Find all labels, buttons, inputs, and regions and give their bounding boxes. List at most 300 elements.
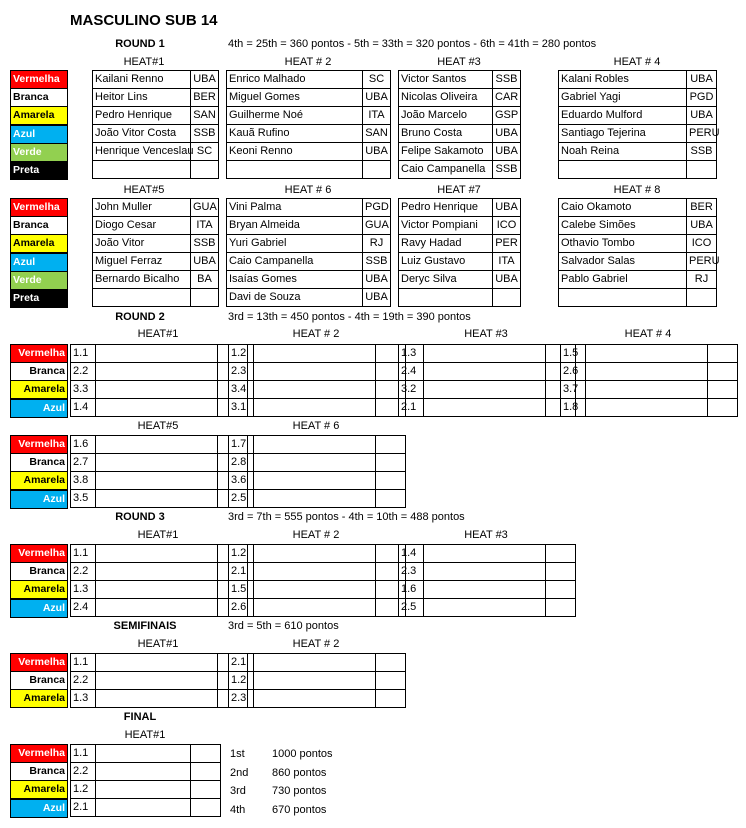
round1-top-color-verde: Verde: [10, 143, 68, 162]
semis-heat-table: [228, 653, 406, 708]
round1-bottom-color-vermelha: Vermelha: [10, 198, 68, 217]
table-row: [559, 125, 717, 143]
table-row: [559, 107, 717, 125]
table-row: [227, 289, 391, 307]
surfer-name: Diogo Cesar: [93, 217, 191, 235]
score-cell: [191, 763, 221, 781]
table-row: [71, 763, 221, 781]
seed-cell: 2.2: [71, 672, 96, 690]
surfer-team: RJ: [363, 235, 391, 253]
surfer-name: Pedro Henrique: [93, 107, 191, 125]
table-row: [93, 235, 219, 253]
seed-cell: 2.1: [229, 654, 254, 672]
round2-top-color-branca: Branca: [10, 362, 68, 381]
table-row: [229, 363, 406, 381]
round2-bottom-color-azul: Azul: [10, 490, 68, 509]
seed-cell: 3.6: [229, 472, 254, 490]
table-row: [229, 399, 406, 417]
round1-heat-label: HEAT # 4: [613, 56, 661, 68]
round2-top-color-vermelha: Vermelha: [10, 344, 68, 363]
table-row: [227, 217, 391, 235]
round3-heat-table: [228, 544, 406, 617]
score-cell: [708, 363, 738, 381]
round1-heat-table: [398, 70, 521, 179]
round3-title: ROUND 3: [115, 511, 165, 523]
table-row: [399, 271, 521, 289]
table-row: [93, 143, 219, 161]
surfer-name: Deryc Silva: [399, 271, 493, 289]
score-cell: [708, 345, 738, 363]
table-row: [399, 125, 521, 143]
surfer-name: Bruno Costa: [399, 125, 493, 143]
table-row: [399, 581, 576, 599]
surfer-cell: [96, 599, 218, 617]
surfer-name: Kailani Renno: [93, 71, 191, 89]
round3-heat-table: [398, 544, 576, 617]
surfer-name: Kauã Rufino: [227, 125, 363, 143]
surfer-name: Heitor Lins: [93, 89, 191, 107]
surfer-team: UBA: [493, 143, 521, 161]
surfer-team: SSB: [493, 71, 521, 89]
surfer-cell: [254, 563, 376, 581]
surfer-cell: [96, 399, 218, 417]
round1-heat-table: [558, 70, 720, 179]
final-heat-label: HEAT#1: [124, 729, 166, 741]
table-row: [561, 399, 738, 417]
table-row: [71, 563, 248, 581]
semis-heat-label: HEAT#1: [137, 638, 179, 650]
seed-cell: 2.2: [71, 763, 96, 781]
table-row: [227, 253, 391, 271]
table-row: [399, 217, 521, 235]
surfer-cell: [254, 381, 376, 399]
table-row: [93, 125, 219, 143]
table-row: [229, 581, 406, 599]
surfer-cell: [254, 672, 376, 690]
surfer-cell: [96, 381, 218, 399]
table-row: [93, 161, 219, 179]
table-row: [71, 345, 248, 363]
surfer-cell: [424, 545, 546, 563]
surfer-cell: [96, 472, 218, 490]
surfer-cell: [424, 399, 546, 417]
table-row: [559, 289, 717, 307]
surfer-team: SAN: [363, 125, 391, 143]
table-row: [71, 672, 248, 690]
table-row: [559, 89, 717, 107]
table-row: [71, 581, 248, 599]
surfer-team: UBA: [363, 289, 391, 307]
surfer-name: John Muller: [93, 199, 191, 217]
surfer-team: UBA: [363, 271, 391, 289]
seed-cell: 1.6: [71, 436, 96, 454]
surfer-name: João Vitor Costa: [93, 125, 191, 143]
table-row: [229, 381, 406, 399]
table-row: [229, 654, 406, 672]
surfer-name: Guilherme Noé: [227, 107, 363, 125]
round2-bottom-color-amarela: Amarela: [10, 471, 68, 490]
table-row: [93, 217, 219, 235]
table-row: [559, 271, 717, 289]
table-row: [229, 545, 406, 563]
round1-top-color-branca: Branca: [10, 88, 68, 107]
surfer-name: Victor Santos: [399, 71, 493, 89]
surfer-cell: [424, 563, 546, 581]
score-cell: [708, 381, 738, 399]
surfer-team: SSB: [191, 125, 219, 143]
surfer-name: Caio Campanella: [227, 253, 363, 271]
surfer-cell: [96, 745, 191, 763]
surfer-team: ITA: [363, 107, 391, 125]
final-place: 4th: [230, 803, 246, 816]
table-row: [399, 345, 576, 363]
seed-cell: 2.2: [71, 563, 96, 581]
round1-heat-label: HEAT#1: [123, 56, 165, 68]
round2-heat-table: [228, 435, 406, 508]
surfer-cell: [96, 799, 191, 817]
surfer-team: PGD: [363, 199, 391, 217]
seed-cell: 3.7: [561, 381, 586, 399]
surfer-cell: [586, 381, 708, 399]
round2-bottom-color-branca: Branca: [10, 453, 68, 472]
surfer-cell: [254, 599, 376, 617]
surfer-name: Caio Okamoto: [559, 199, 687, 217]
seed-cell: 2.1: [399, 399, 424, 417]
table-row: [399, 545, 576, 563]
table-row: [229, 472, 406, 490]
seed-cell: 1.3: [71, 690, 96, 708]
seed-cell: 3.3: [71, 381, 96, 399]
surfer-name: João Vitor: [93, 235, 191, 253]
seed-cell: 1.1: [71, 345, 96, 363]
surfer-team: GSP: [493, 107, 521, 125]
round2-title: ROUND 2: [115, 311, 165, 323]
table-row: [561, 363, 738, 381]
table-row: [399, 107, 521, 125]
surfer-team: UBA: [493, 271, 521, 289]
seed-cell: 2.7: [71, 454, 96, 472]
table-row: [229, 490, 406, 508]
table-row: [559, 71, 717, 89]
table-row: [71, 490, 248, 508]
round2-heat-table: [70, 344, 248, 417]
surfer-cell: [96, 672, 218, 690]
surfer-team: [493, 289, 521, 307]
round1-heat-label: HEAT # 2: [284, 56, 332, 68]
table-row: [227, 161, 391, 179]
round3-color-azul: Azul: [10, 599, 68, 618]
surfer-cell: [96, 436, 218, 454]
seed-cell: 1.3: [399, 345, 424, 363]
seed-cell: 1.4: [71, 399, 96, 417]
round2-heat-label: HEAT # 4: [624, 328, 672, 340]
semis-color-branca: Branca: [10, 671, 68, 690]
surfer-cell: [254, 545, 376, 563]
surfer-team: GUA: [363, 217, 391, 235]
table-row: [559, 253, 717, 271]
surfer-cell: [586, 399, 708, 417]
surfer-team: CAR: [493, 89, 521, 107]
table-row: [399, 199, 521, 217]
seed-cell: 1.4: [399, 545, 424, 563]
surfer-team: [191, 289, 219, 307]
round3-info: 3rd = 7th = 555 pontos - 4th = 10th = 488 pontos: [228, 511, 465, 523]
round2-info: 3rd = 13th = 450 pontos - 4th = 19th = 390 pontos: [228, 311, 471, 323]
round3-heat-label: HEAT # 2: [292, 529, 340, 541]
seed-cell: 2.3: [399, 563, 424, 581]
table-row: [399, 599, 576, 617]
surfer-cell: [96, 363, 218, 381]
seed-cell: 1.2: [229, 345, 254, 363]
surfer-cell: [96, 581, 218, 599]
surfer-team: PERU: [687, 253, 717, 271]
surfer-name: Gabriel Yagi: [559, 89, 687, 107]
seed-cell: 1.2: [229, 672, 254, 690]
round1-bottom-color-amarela: Amarela: [10, 234, 68, 253]
page-title: MASCULINO SUB 14: [70, 12, 218, 29]
table-row: [71, 690, 248, 708]
round1-heat-table: [226, 198, 391, 307]
surfer-team: ITA: [191, 217, 219, 235]
table-row: [229, 436, 406, 454]
seed-cell: 2.6: [229, 599, 254, 617]
surfer-name: [399, 289, 493, 307]
round1-heat-label: HEAT # 6: [284, 184, 332, 196]
seed-cell: 1.5: [561, 345, 586, 363]
final-heat-table: [70, 744, 221, 817]
table-row: [71, 399, 248, 417]
round2-top-color-amarela: Amarela: [10, 380, 68, 399]
round3-color-amarela: Amarela: [10, 580, 68, 599]
surfer-cell: [424, 381, 546, 399]
table-row: [399, 563, 576, 581]
surfer-name: Luiz Gustavo: [399, 253, 493, 271]
table-row: [559, 217, 717, 235]
surfer-cell: [254, 436, 376, 454]
surfer-name: [227, 161, 363, 179]
round1-heat-label: HEAT #3: [437, 56, 481, 68]
semis-heat-label: HEAT # 2: [292, 638, 340, 650]
surfer-team: UBA: [191, 253, 219, 271]
surfer-name: Felipe Sakamoto: [399, 143, 493, 161]
round2-heat-label: HEAT #3: [464, 328, 508, 340]
score-cell: [376, 436, 406, 454]
surfer-name: Miguel Ferraz: [93, 253, 191, 271]
round2-top-color-azul: Azul: [10, 399, 68, 418]
surfer-name: Eduardo Mulford: [559, 107, 687, 125]
round1-heat-label: HEAT#5: [123, 184, 165, 196]
semis-info: 3rd = 5th = 610 pontos: [228, 620, 339, 632]
round1-heat-table: [558, 198, 720, 307]
table-row: [227, 271, 391, 289]
table-row: [71, 745, 221, 763]
surfer-name: [559, 289, 687, 307]
round1-bottom-color-verde: Verde: [10, 271, 68, 290]
table-row: [399, 363, 576, 381]
final-place: 2nd: [230, 766, 249, 779]
surfer-cell: [254, 454, 376, 472]
table-row: [399, 71, 521, 89]
round1-top-color-amarela: Amarela: [10, 106, 68, 125]
surfer-cell: [96, 545, 218, 563]
surfer-name: [93, 289, 191, 307]
table-row: [71, 363, 248, 381]
surfer-name: Henrique Venceslau: [93, 143, 191, 161]
surfer-team: ITA: [493, 253, 521, 271]
surfer-name: Kalani Robles: [559, 71, 687, 89]
table-row: [399, 143, 521, 161]
seed-cell: 2.1: [71, 799, 96, 817]
table-row: [227, 107, 391, 125]
round1-heat-label: HEAT # 8: [613, 184, 661, 196]
table-row: [399, 289, 521, 307]
surfer-name: Caio Campanella: [399, 161, 493, 179]
surfer-name: Davi de Souza: [227, 289, 363, 307]
surfer-team: SC: [191, 143, 219, 161]
round2-heat-label: HEAT # 6: [292, 420, 340, 432]
round1-bottom-color-azul: Azul: [10, 253, 68, 272]
seed-cell: 2.5: [229, 490, 254, 508]
seed-cell: 1.2: [71, 781, 96, 799]
score-cell: [546, 599, 576, 617]
surfer-cell: [254, 690, 376, 708]
surfer-team: PER: [493, 235, 521, 253]
surfer-name: Nicolas Oliveira: [399, 89, 493, 107]
surfer-name: Salvador Salas: [559, 253, 687, 271]
seed-cell: 2.8: [229, 454, 254, 472]
round2-heat-label: HEAT#5: [137, 420, 179, 432]
seed-cell: 2.3: [229, 363, 254, 381]
table-row: [229, 690, 406, 708]
surfer-name: João Marcelo: [399, 107, 493, 125]
seed-cell: 2.3: [229, 690, 254, 708]
round1-title: ROUND 1: [115, 38, 165, 50]
seed-cell: 2.5: [399, 599, 424, 617]
score-cell: [191, 745, 221, 763]
seed-cell: 2.4: [71, 599, 96, 617]
surfer-cell: [424, 581, 546, 599]
surfer-name: Yuri Gabriel: [227, 235, 363, 253]
surfer-cell: [254, 399, 376, 417]
table-row: [71, 436, 248, 454]
table-row: [93, 71, 219, 89]
surfer-cell: [96, 654, 218, 672]
surfer-cell: [254, 363, 376, 381]
score-cell: [376, 654, 406, 672]
table-row: [559, 143, 717, 161]
table-row: [229, 599, 406, 617]
surfer-cell: [96, 690, 218, 708]
surfer-team: [363, 161, 391, 179]
round1-heat-table: [226, 70, 391, 179]
table-row: [399, 235, 521, 253]
seed-cell: 1.3: [71, 581, 96, 599]
table-row: [93, 271, 219, 289]
table-row: [71, 454, 248, 472]
table-row: [71, 781, 221, 799]
table-row: [399, 381, 576, 399]
surfer-cell: [96, 454, 218, 472]
surfer-name: [93, 161, 191, 179]
surfer-team: UBA: [687, 71, 717, 89]
table-row: [399, 161, 521, 179]
seed-cell: 3.8: [71, 472, 96, 490]
surfer-cell: [96, 781, 191, 799]
table-row: [559, 161, 717, 179]
table-row: [227, 235, 391, 253]
surfer-cell: [96, 763, 191, 781]
surfer-name: Ravy Hadad: [399, 235, 493, 253]
surfer-cell: [424, 599, 546, 617]
round1-heat-label: HEAT #7: [437, 184, 481, 196]
round2-heat-table: [70, 435, 248, 508]
score-cell: [546, 545, 576, 563]
table-row: [399, 399, 576, 417]
seed-cell: 2.2: [71, 363, 96, 381]
table-row: [227, 89, 391, 107]
score-cell: [376, 672, 406, 690]
surfer-cell: [424, 363, 546, 381]
final-color-vermelha: Vermelha: [10, 744, 68, 763]
table-row: [229, 345, 406, 363]
round1-heat-table: [92, 198, 219, 307]
surfer-cell: [586, 345, 708, 363]
seed-cell: 1.2: [229, 545, 254, 563]
surfer-team: SC: [363, 71, 391, 89]
table-row: [561, 381, 738, 399]
surfer-team: UBA: [493, 125, 521, 143]
table-row: [227, 143, 391, 161]
round1-top-color-preta: Preta: [10, 161, 68, 180]
surfer-cell: [96, 345, 218, 363]
surfer-team: PERU: [687, 125, 717, 143]
surfer-team: BER: [191, 89, 219, 107]
round3-heat-table: [70, 544, 248, 617]
table-row: [93, 253, 219, 271]
semis-color-vermelha: Vermelha: [10, 653, 68, 672]
table-row: [71, 599, 248, 617]
semis-color-amarela: Amarela: [10, 689, 68, 708]
surfer-cell: [96, 490, 218, 508]
table-row: [559, 199, 717, 217]
table-row: [71, 472, 248, 490]
surfer-team: UBA: [687, 217, 717, 235]
table-row: [93, 199, 219, 217]
surfer-team: BER: [687, 199, 717, 217]
score-cell: [546, 581, 576, 599]
seed-cell: 2.6: [561, 363, 586, 381]
final-color-branca: Branca: [10, 762, 68, 781]
semis-heat-table: [70, 653, 248, 708]
surfer-name: Calebe Simões: [559, 217, 687, 235]
table-row: [93, 89, 219, 107]
surfer-team: SSB: [687, 143, 717, 161]
round3-color-branca: Branca: [10, 562, 68, 581]
table-row: [71, 545, 248, 563]
surfer-name: Bryan Almeida: [227, 217, 363, 235]
table-row: [229, 563, 406, 581]
surfer-team: BA: [191, 271, 219, 289]
final-points: 860 pontos: [272, 766, 327, 779]
surfer-team: SSB: [191, 235, 219, 253]
surfer-name: Pedro Henrique: [399, 199, 493, 217]
surfer-team: SSB: [493, 161, 521, 179]
table-row: [229, 672, 406, 690]
surfer-team: RJ: [687, 271, 717, 289]
round1-top-color-vermelha: Vermelha: [10, 70, 68, 89]
final-color-azul: Azul: [10, 799, 68, 818]
score-cell: [191, 781, 221, 799]
